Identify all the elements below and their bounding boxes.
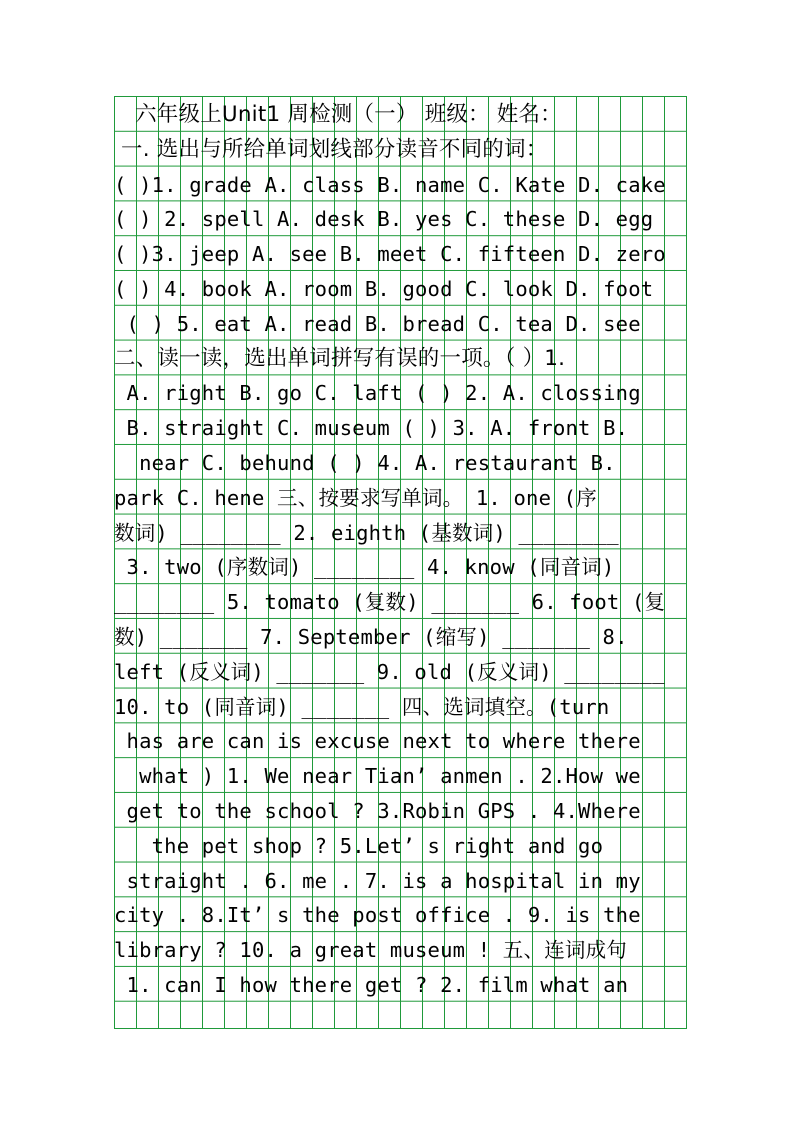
text-line: get to the school ? 3.Robin GPS . 4.Where	[114, 799, 641, 823]
text-line: the pet shop ? 5.Let’ s right and go	[114, 833, 604, 858]
worksheet-title: 六年级上Unit1 周检测（一） 班级： 姓名：	[114, 102, 562, 127]
text-line: ( ) 5. eat A. read B. bread C. tea D. see	[114, 311, 641, 336]
text-line: straight . 6. me . 7. is a hospital in my	[114, 868, 641, 893]
text-line: A. right B. go C. laft ( ) 2. A. clossing	[114, 381, 641, 406]
text-line: city . 8.It’ s the post office . 9. is the	[114, 903, 641, 928]
text-line: park C. hene 三、按要求写单词。 1. one (序	[114, 485, 597, 510]
text-line: ( )3. jeep A. see B. meet C. fifteen D. zero	[114, 242, 666, 267]
section-1-heading: 一. 选出与所给单词划线部分读音不同的词：	[114, 136, 548, 162]
text-line: 数) _______ 7. September (缩写) _______ 8.	[114, 625, 628, 649]
text-line: ( )1. grade A. class B. name C. Kate D. cake	[114, 172, 666, 197]
text-line: 10. to (同音词) _______ 四、选词填空。(turn	[114, 694, 610, 719]
text-line: has are can is excuse next to where there	[114, 729, 641, 754]
text-line: ( ) 2. spell A. desk B. yes C. these D. egg	[114, 207, 654, 232]
text-line: left (反义词) _______ 9. old (反义词) ________	[114, 659, 665, 684]
text-line: library ? 10. a great museum ! 五、连词成句	[114, 938, 628, 963]
text-line: B. straight C. museum ( ) 3. A. front B.	[114, 416, 629, 441]
text-line: ________ 5. tomato (复数) _______ 6. foot (复	[114, 590, 666, 615]
text-line: 1. can I how there get ? 2. film what an	[114, 973, 629, 997]
text-line: what ) 1. We near Tian’ anmen . 2.How we	[114, 764, 641, 789]
text-line: ( ) 4. book A. room B. good C. look D. foot	[114, 277, 654, 301]
text-line: near C. behund ( ) 4. A. restaurant B.	[114, 451, 616, 475]
section-2-heading: 二、读一读，选出单词拼写有误的一项。（ ）1.	[114, 345, 566, 371]
text-line: 3. two (序数词) ________ 4. know (同音词)	[114, 555, 615, 580]
text-line: 数词) ________ 2. eighth (基数词) ________	[114, 520, 619, 545]
